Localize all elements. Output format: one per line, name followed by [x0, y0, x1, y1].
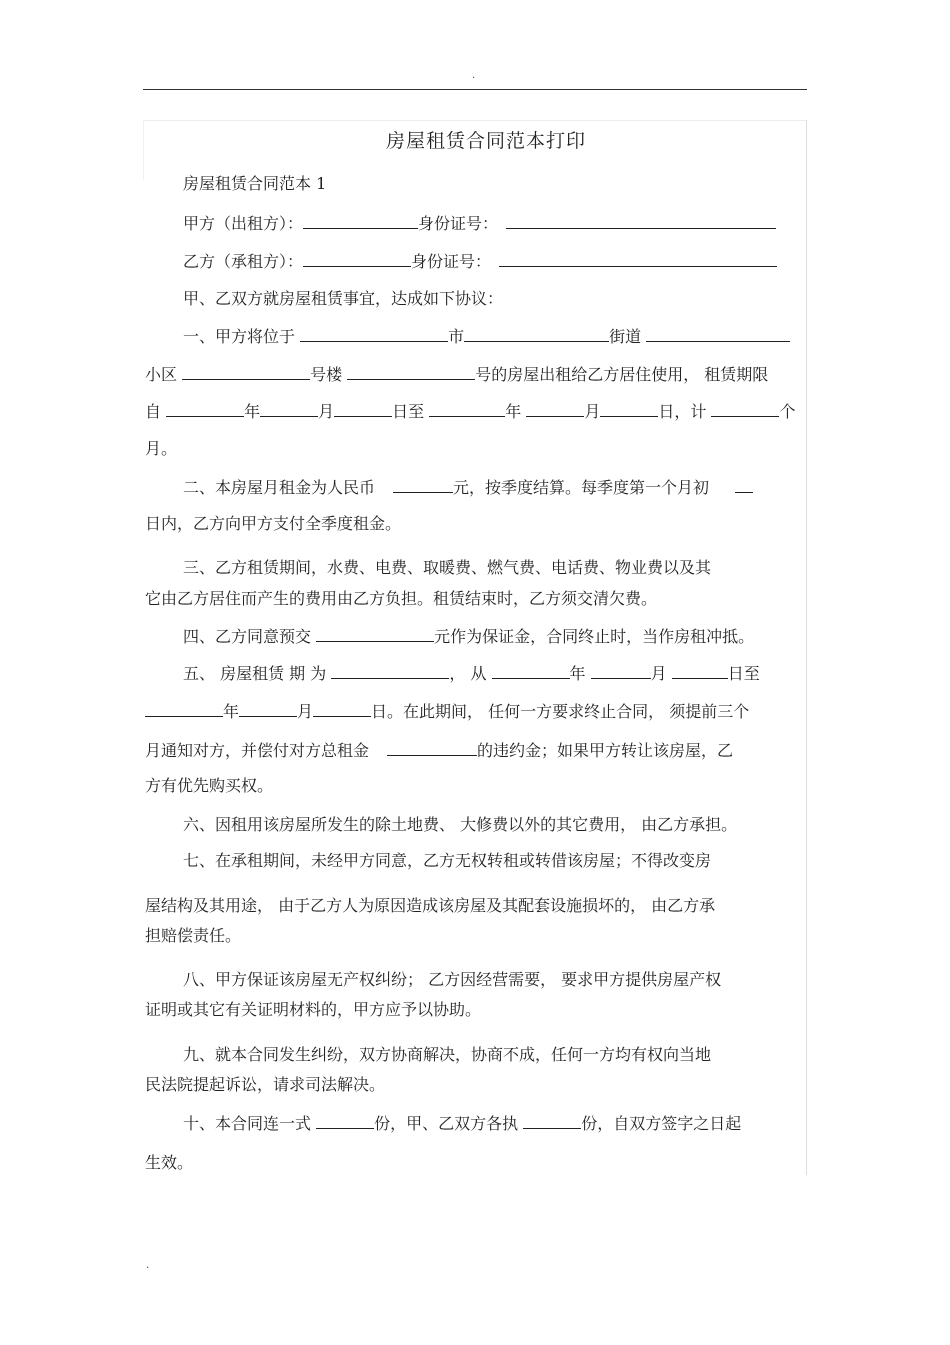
blank	[260, 400, 318, 417]
clause-1-line-3	[145, 400, 796, 422]
blank	[347, 363, 475, 380]
clause-text: 个	[779, 402, 796, 421]
clause-text: 十、本合同连一式	[183, 1114, 312, 1133]
clause-1-line-1	[183, 325, 790, 347]
clause-text: 月通知对方，并偿付对方总租金	[145, 741, 370, 760]
clause-text: 月	[318, 402, 335, 421]
blank	[672, 662, 728, 679]
blank	[303, 250, 411, 267]
clause-text: 元作为保证金，合同终止时，当作房租冲抵。	[434, 627, 755, 646]
clause-text: 年	[244, 402, 261, 421]
clause-text: 年	[505, 402, 522, 421]
clause-8-line-1: 八、甲方保证该房屋无产权纠纷； 乙方因经营需要， 要求甲方提供房屋产权	[183, 970, 722, 989]
clause-text: 月	[297, 702, 314, 721]
blank	[492, 662, 570, 679]
blank	[600, 400, 658, 417]
blank	[735, 476, 753, 493]
clause-7-line-3: 担赔偿责任。	[145, 926, 242, 945]
clause-text: ， 从	[449, 664, 487, 683]
blank	[331, 662, 449, 679]
clause-text: 日至	[727, 664, 760, 683]
blank	[499, 250, 777, 267]
clause-text: 号的房屋出租给乙方居住使用， 租赁期限	[475, 365, 769, 384]
blank	[393, 476, 453, 493]
clause-text: 市	[448, 327, 465, 346]
clause-1-line-2	[145, 363, 768, 385]
clause-4-line	[183, 625, 754, 647]
clause-text: 街道	[609, 327, 642, 346]
clause-7-line-1: 七、在承租期间，未经甲方同意，乙方无权转租或转借该房屋；不得改变房	[183, 851, 712, 870]
clause-text: 日至	[392, 402, 425, 421]
party-a-id-label: 身份证号：	[418, 214, 499, 233]
header-rule	[143, 89, 807, 90]
blank	[145, 700, 223, 717]
blank	[334, 400, 392, 417]
blank	[387, 739, 477, 756]
clause-10-line-2: 生效。	[145, 1153, 194, 1172]
party-b-line	[183, 250, 777, 272]
clause-5-line-2	[145, 700, 749, 722]
party-b-label: 乙方（承租方）：	[183, 252, 304, 271]
clause-10-line-1	[183, 1112, 741, 1134]
blank	[166, 400, 244, 417]
clause-5-line-3	[145, 739, 733, 761]
clause-5-line-1	[183, 662, 760, 684]
clause-text: 一、甲方将位于	[183, 327, 296, 346]
clause-text: 月	[650, 664, 667, 683]
frame-right-border	[806, 120, 807, 1175]
clause-text: 五、 房屋租赁 期 为	[183, 664, 327, 683]
clause-9-line-2: 民法院提起诉讼，请求司法解决。	[145, 1075, 386, 1094]
clause-2-line-2: 日内，乙方向甲方支付全季度租金。	[145, 514, 402, 533]
intro-line: 甲、乙双方就房屋租赁事宜，达成如下协议：	[183, 289, 504, 308]
blank	[711, 400, 779, 417]
clause-text: 份，甲、乙双方各执	[374, 1114, 519, 1133]
clause-text: 四、乙方同意预交	[183, 627, 312, 646]
clause-text: 月	[584, 402, 601, 421]
clause-text: 小区	[145, 365, 178, 384]
clause-8-line-2: 证明或其它有关证明材料的，甲方应予以协助。	[145, 1000, 482, 1019]
clause-5-line-4: 方有优先购买权。	[145, 776, 274, 795]
clause-text: 自	[145, 402, 162, 421]
blank	[316, 1112, 374, 1129]
blank	[316, 625, 434, 642]
blank	[523, 1112, 581, 1129]
party-a-label: 甲方（出租方）：	[183, 214, 304, 233]
party-a-line	[183, 212, 776, 234]
blank	[591, 662, 651, 679]
clause-text: 日，计	[658, 402, 707, 421]
footer-dot: .	[146, 1260, 150, 1271]
clause-1-line-4: 月。	[145, 439, 178, 458]
clause-text: 年	[223, 702, 240, 721]
clause-text: 元，按季度结算。每季度第一个月初	[453, 478, 710, 497]
blank	[239, 700, 297, 717]
clause-text: 年	[569, 664, 586, 683]
blank	[464, 325, 609, 342]
clause-7-line-2: 屋结构及其用途， 由于乙方人为原因造成该房屋及其配套设施损坏的， 由乙方承	[145, 896, 716, 915]
clause-2-line-1	[183, 476, 753, 498]
clause-text: 号楼	[310, 365, 343, 384]
blank	[429, 400, 505, 417]
clause-6-line: 六、因租用该房屋所发生的除土地费、 大修费以外的其它费用， 由乙方承担。	[183, 815, 738, 834]
blank	[313, 700, 371, 717]
clause-3-line-2: 它由乙方居住而产生的费用由乙方负担。租赁结束时，乙方须交清欠费。	[145, 589, 658, 608]
blank	[303, 212, 418, 229]
clause-text: 二、本房屋月租金为人民币	[183, 478, 376, 497]
clause-text: 日。在此期间， 任何一方要求终止合同， 须提前三个	[371, 702, 750, 721]
party-b-id-label: 身份证号：	[411, 252, 492, 271]
clause-3-line-1: 三、乙方租赁期间，水费、电费、取暖费、燃气费、电话费、物业费以及其	[183, 558, 712, 577]
frame-top-border	[143, 120, 806, 121]
doc-subtitle: 房屋租赁合同范本 1	[183, 174, 327, 193]
blank	[526, 400, 584, 417]
clause-text: 份，自双方签字之日起	[581, 1114, 742, 1133]
frame-left-border	[143, 120, 144, 180]
clause-text: 的违约金；如果甲方转让该房屋，乙	[477, 741, 734, 760]
blank	[300, 325, 448, 342]
page-title: 房屋租赁合同范本打印	[386, 130, 587, 152]
blank	[646, 325, 790, 342]
clause-9-line-1: 九、就本合同发生纠纷，双方协商解决，协商不成，任何一方均有权向当地	[183, 1045, 712, 1064]
blank	[506, 212, 776, 229]
header-dot: .	[472, 70, 476, 81]
blank	[182, 363, 310, 380]
